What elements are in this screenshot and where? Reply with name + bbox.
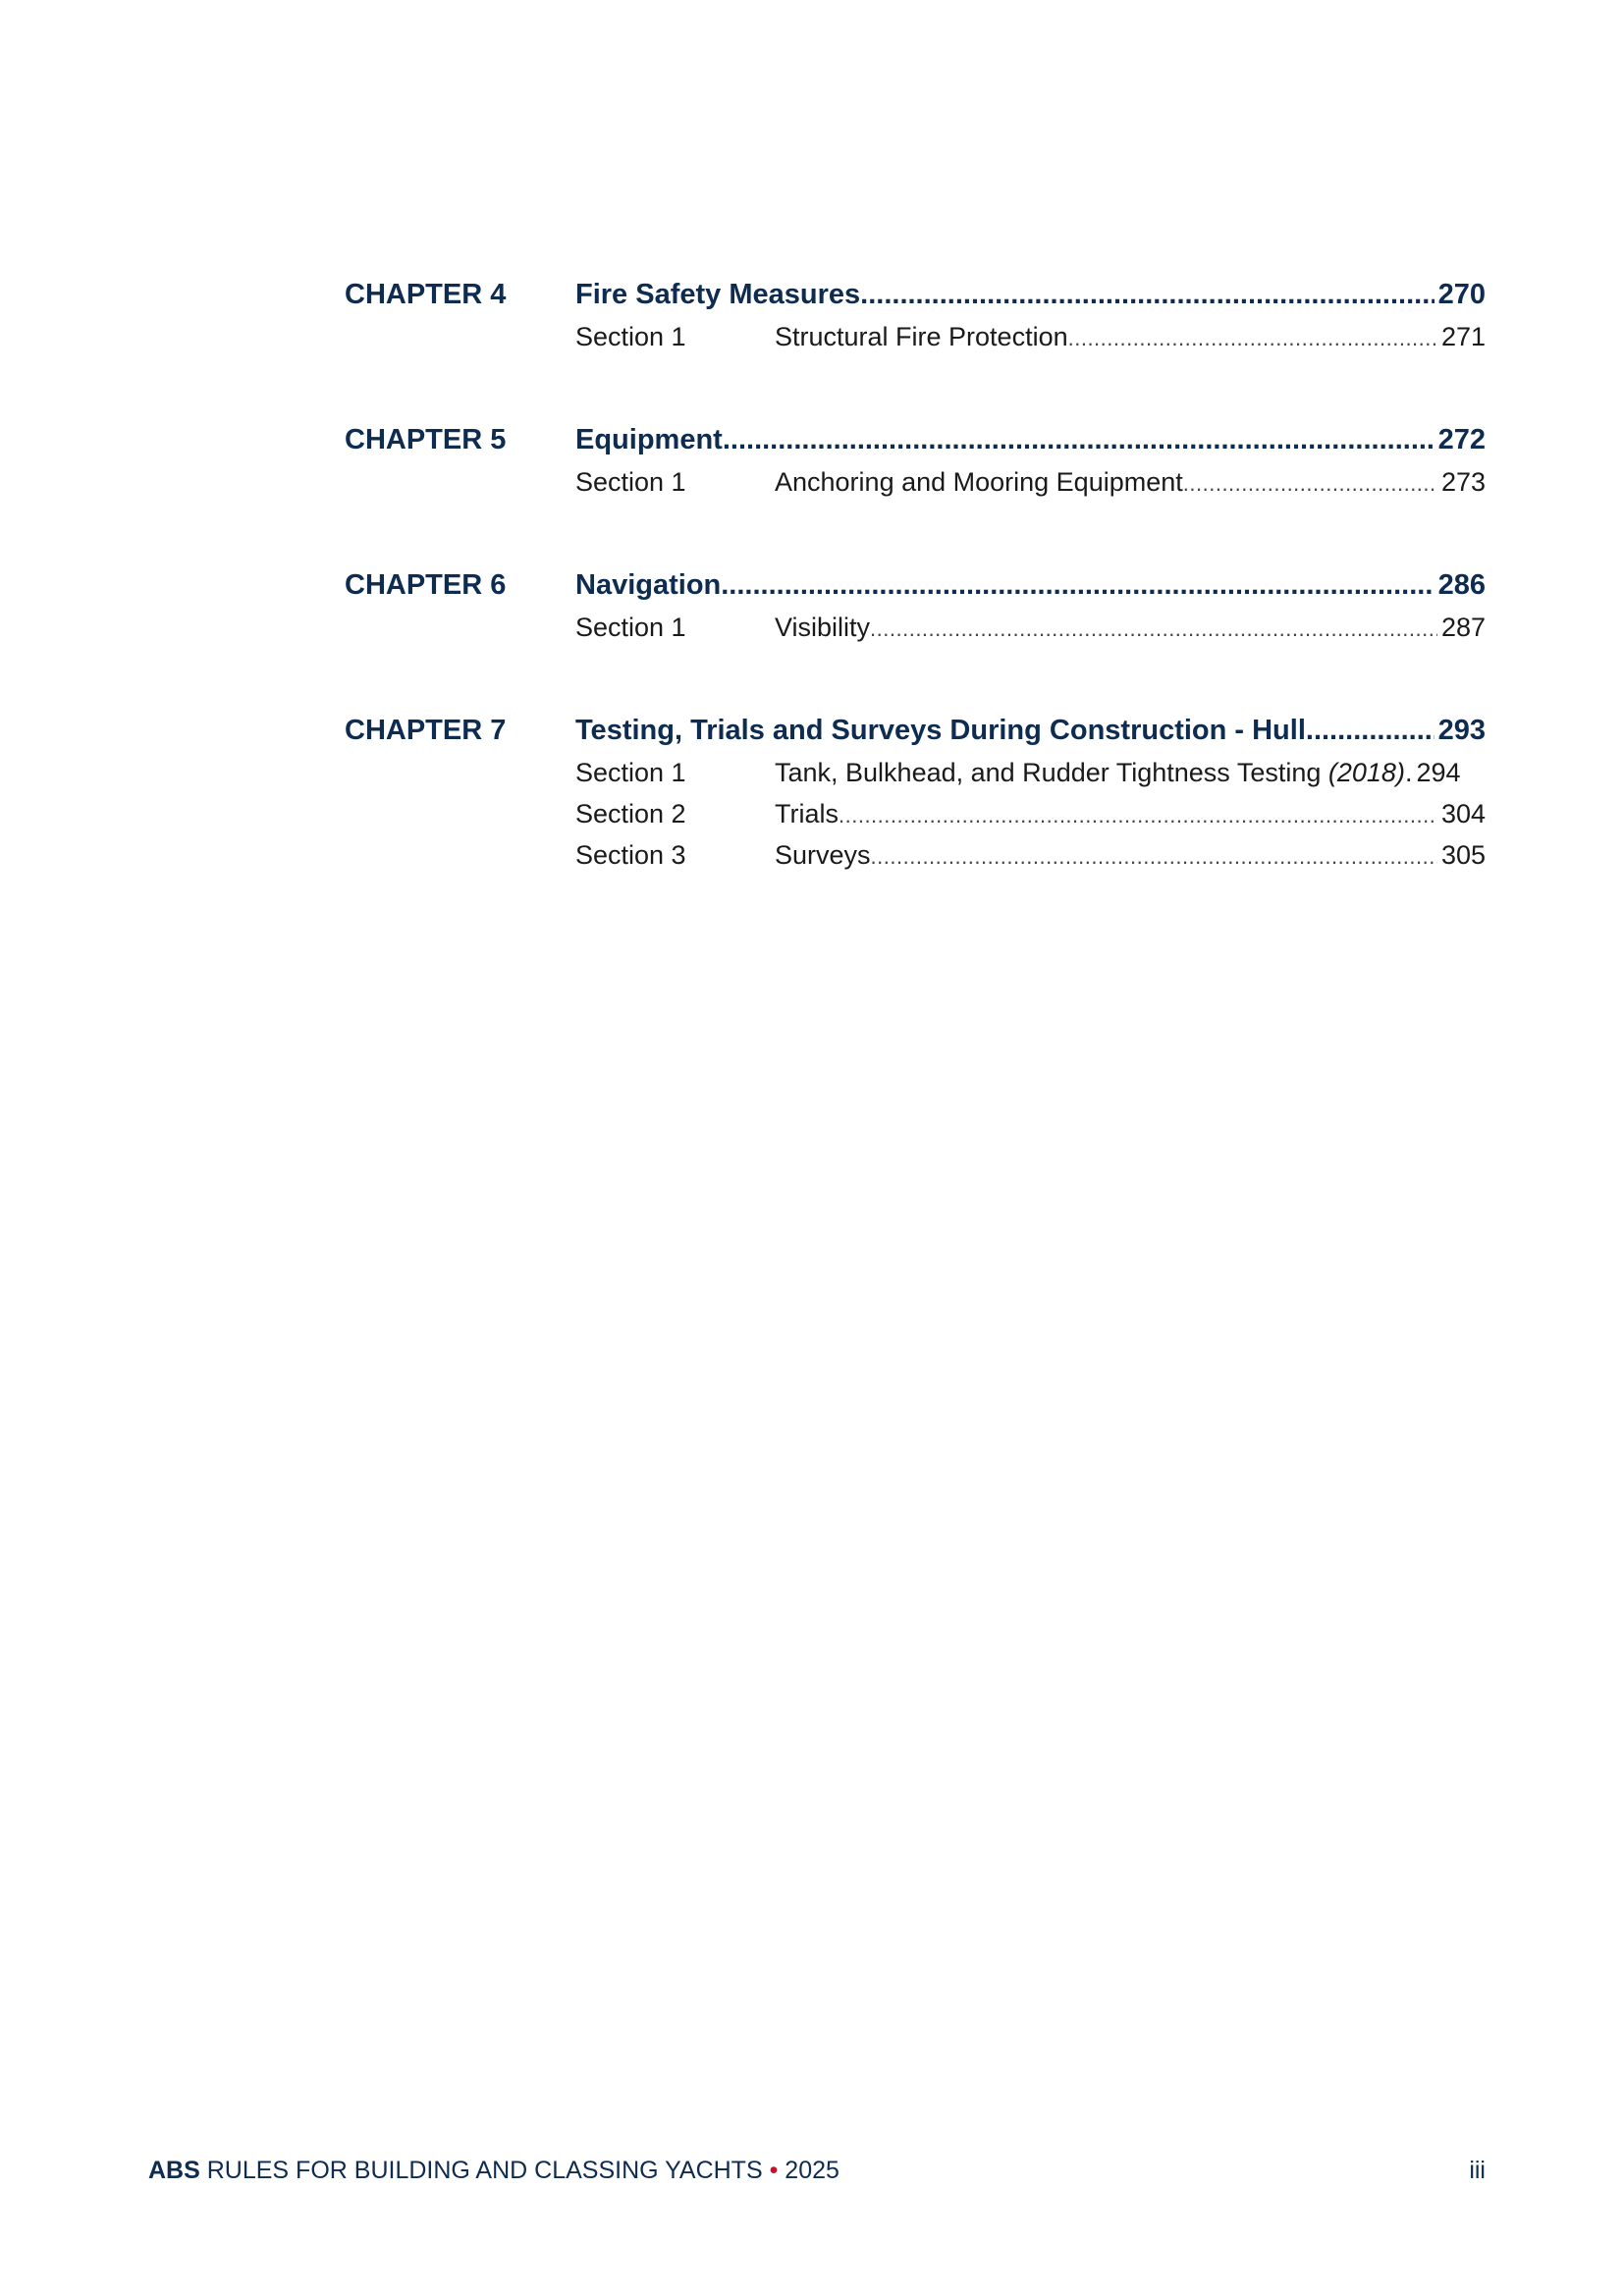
dot-leader (860, 279, 1434, 311)
chapter-title-link[interactable]: Equipment (575, 424, 723, 455)
footer-page-number: iii (1469, 2157, 1486, 2184)
footer-brand: ABS (148, 2157, 200, 2184)
dot-leader (1183, 471, 1437, 497)
chapter-title-link[interactable]: Fire Safety Measures (575, 279, 861, 310)
section-title-link[interactable] (775, 758, 1412, 788)
chapter-entry[interactable] (345, 279, 1486, 322)
section-label: Section 1 (575, 467, 686, 497)
section-title-link[interactable]: Surveys (775, 840, 871, 870)
dot-leader (723, 424, 1435, 456)
toc-chapter-4 (345, 279, 1486, 363)
section-title-link[interactable]: Visibility (775, 613, 871, 642)
section-entry[interactable] (575, 322, 1486, 363)
chapter-label: CHAPTER 7 (345, 715, 507, 746)
section-entry[interactable] (575, 758, 1486, 799)
section-entry[interactable] (575, 840, 1486, 881)
chapter-page-number[interactable]: 293 (1437, 715, 1486, 746)
chapter-label: CHAPTER 6 (345, 569, 507, 601)
section-page-number[interactable]: 294 (1416, 758, 1461, 787)
chapter-entry[interactable] (345, 715, 1486, 758)
chapter-label: CHAPTER 4 (345, 279, 507, 310)
chapter-page-number[interactable]: 272 (1437, 424, 1486, 455)
chapter-label: CHAPTER 5 (345, 424, 507, 455)
section-page-number[interactable]: 304 (1440, 799, 1486, 828)
chapter-page-number[interactable]: 270 (1437, 279, 1486, 310)
section-label: Section 1 (575, 322, 686, 351)
revision-year-note: (2018) (1327, 758, 1405, 787)
dot-leader (839, 803, 1437, 828)
section-page-number[interactable]: 271 (1440, 322, 1486, 351)
chapter-title-link[interactable]: Navigation (575, 569, 722, 601)
dot-leader (870, 616, 1437, 642)
toc-chapter-7 (345, 715, 1486, 881)
section-page-number[interactable]: 305 (1440, 840, 1486, 870)
chapter-page-number[interactable]: 286 (1437, 569, 1486, 601)
dot-leader (1068, 326, 1437, 351)
chapter-entry[interactable] (345, 424, 1486, 467)
table-of-contents (345, 279, 1486, 942)
toc-chapter-6 (345, 569, 1486, 654)
chapter-entry[interactable] (345, 569, 1486, 613)
section-entry[interactable] (575, 799, 1486, 840)
section-title-link[interactable]: Anchoring and Mooring Equipment (775, 467, 1183, 497)
section-label: Section 3 (575, 840, 686, 870)
section-title-link[interactable]: Structural Fire Protection (775, 322, 1068, 351)
dot-leader (721, 569, 1434, 602)
footer-year: 2025 (785, 2157, 839, 2184)
section-page-number[interactable]: 287 (1440, 613, 1486, 642)
footer-title: RULES FOR BUILDING AND CLASSING YACHTS (206, 2157, 763, 2184)
dot-leader (871, 844, 1437, 870)
section-label: Section 2 (575, 799, 686, 828)
chapter-title-link[interactable]: Testing, Trials and Surveys During Construction - Hull (575, 715, 1306, 746)
section-label: Section 1 (575, 613, 686, 642)
section-entry[interactable] (575, 467, 1486, 508)
footer-publication (148, 2157, 839, 2185)
section-title-link[interactable]: Trials (775, 799, 839, 828)
section-label: Section 1 (575, 758, 686, 787)
footer-bullet: • (769, 2157, 779, 2184)
section-title-text: Tank, Bulkhead, and Rudder Tightness Testing (775, 758, 1322, 787)
page-footer (148, 2157, 1486, 2185)
dot-leader (1306, 715, 1435, 747)
toc-chapter-5 (345, 424, 1486, 508)
title-suffix: . (1404, 758, 1413, 787)
section-page-number[interactable]: 273 (1440, 467, 1486, 497)
section-entry[interactable] (575, 613, 1486, 654)
